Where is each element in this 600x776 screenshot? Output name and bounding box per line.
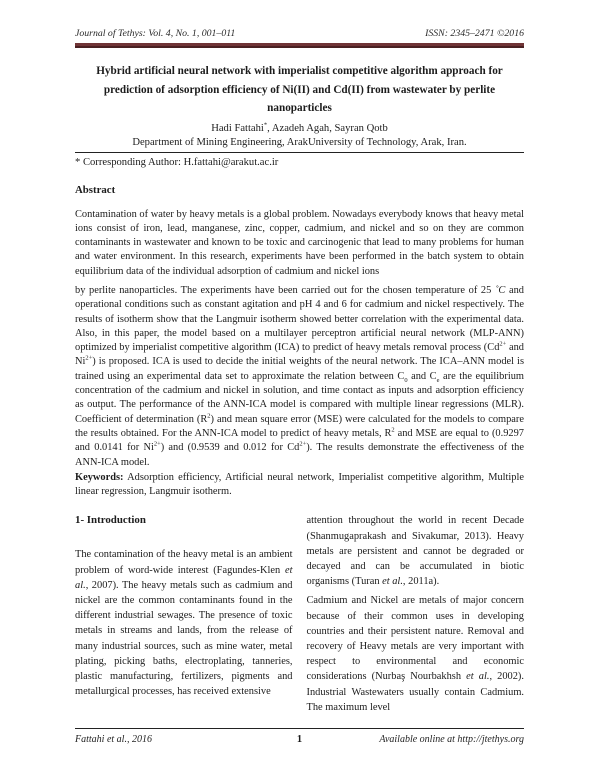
left-column (75, 513, 293, 715)
keywords-line: Keywords: Adsorption efficiency, Artificial neural network, Imperialist competitive algorithm, Multiple linear regression, Langmuir isotherm. (75, 471, 524, 498)
page-footer (75, 728, 524, 746)
page-number: 1 (296, 734, 303, 745)
footer-citation: Fattahi et al., 2016 (75, 734, 152, 745)
header-rule (75, 43, 524, 48)
section-heading-introduction: 1- Introduction (75, 514, 146, 527)
affiliation-line: Department of Mining Engineering, ArakUniversity of Technology, Arak, Iran. (132, 137, 467, 148)
authors-line: Hadi Fattahi*, Azadeh Agah, Sayran Qotb (211, 120, 388, 134)
introduction-paragraph-right-1: attention throughout the world in recent Decade (Shanmugaprakash and Sivakumar, 2013). Heavy metals are persistent and cannot be degraded or decayed and can be accumulated in biotic organisms (Turan et al., 2011a). (306, 515, 524, 588)
page-header (75, 0, 524, 40)
abstract-paragraph-1: Contamination of water by heavy metals is a global problem. Nowadays everybody knows that heavy metal ions consist of iron, lead, manganese, zinc, copper, cadmium, and nickel and so on they are common contaminants in wastewater and known to be toxic and carcinogenic that lead to many problems for human and water environment. In this research, experiments have been performed in the batch system to obtain equilibrium data of the individual adsorption of cadmium and nickel ions (75, 208, 524, 277)
journal-reference: Journal of Tethys: Vol. 4, No. 1, 001–011 (75, 28, 236, 39)
corresponding-author-line: * Corresponding Author: H.fattahi@arakut.ac.ir (75, 156, 279, 168)
author-note-rule (75, 152, 524, 153)
introduction-paragraph-left: The contamination of the heavy metal is an ambient problem of word-wide interest (Fagundes-Klen et al., 2007). The heavy metals such as cadmium and nickel are the common contaminants found in the different industrial sewages. The presence of toxic metals in streams and lands, from the release of many industrial sources, such as mine water, metal plating, picking baths, electroplating, tanneries, plastic manufacturing, fertilizers, pigments and metallurgical processes, has received extensive (75, 549, 293, 698)
paper-title: Hybrid artificial neural network with imperialist competitive algorithm approach for prediction of adsorption efficiency of Ni(II) and Cd(II) from wastewater by perlite nanoparticles (96, 65, 503, 114)
issn-label: ISSN: 2345–2471 ©2016 (425, 28, 524, 39)
abstract-paragraph-2: by perlite nanoparticles. The experiments have been carried out for the chosen temperature of 25 ˚C and operational conditions such as constant agitation and pH 4 and 6 for cadmium and nickel respectively. The results of isotherm show that the Langmuir isotherm showed better correlation with the experimental data. Also, in this paper, the model based on a multilayer perceptron artificial neural network (MLP-ANN) optimized by imperialist competitive algorithm (ICA) to predict of heavy metals removal process ($Cd^{2+}$ and $Ni^{2+}$) is proposed. ICA is used to decide the initial weights of the neural network. The ICA–ANN model is trained using an experimental data set to approximate the relation between $C_0$ and $C_e$ are the equilibrium concentration of the cadmium and nickel in solution, and time contact as inputs and adsorption efficiency as output. The performance of the ANN-ICA model is compared with multiple linear regressions (MLR). Coefficient of determination $(R^2)$ and mean square error (MSE) were calculated for the models to compare the results obtained. For the ANN-ICA model to predict of heavy metals, $R^2$ and MSE are equal to (0.9297 and 0.0141 for $Ni^{2+}$) and (0.9539 and 0.012 for $Cd^{2+}$). The results demonstrate the effectiveness of the ANN-ICA model. (75, 284, 524, 468)
two-column-section (75, 513, 524, 715)
footer-row (75, 733, 524, 746)
footer-availability-url: Available online at http://jtethys.org (379, 734, 524, 745)
abstract-heading: Abstract (75, 183, 116, 196)
introduction-paragraph-right-2: Cadmium and Nickel are metals of major concern because of their common uses in developing countries and their persistent nature. Removal and recovery of Heavy metals are very important with respect to environmental and economic considerations (Nurbaş Nourbakhsh et al., 2002). Industrial Wastewaters usually contain Cadmium. The maximum level (306, 595, 524, 713)
right-column (307, 513, 525, 715)
